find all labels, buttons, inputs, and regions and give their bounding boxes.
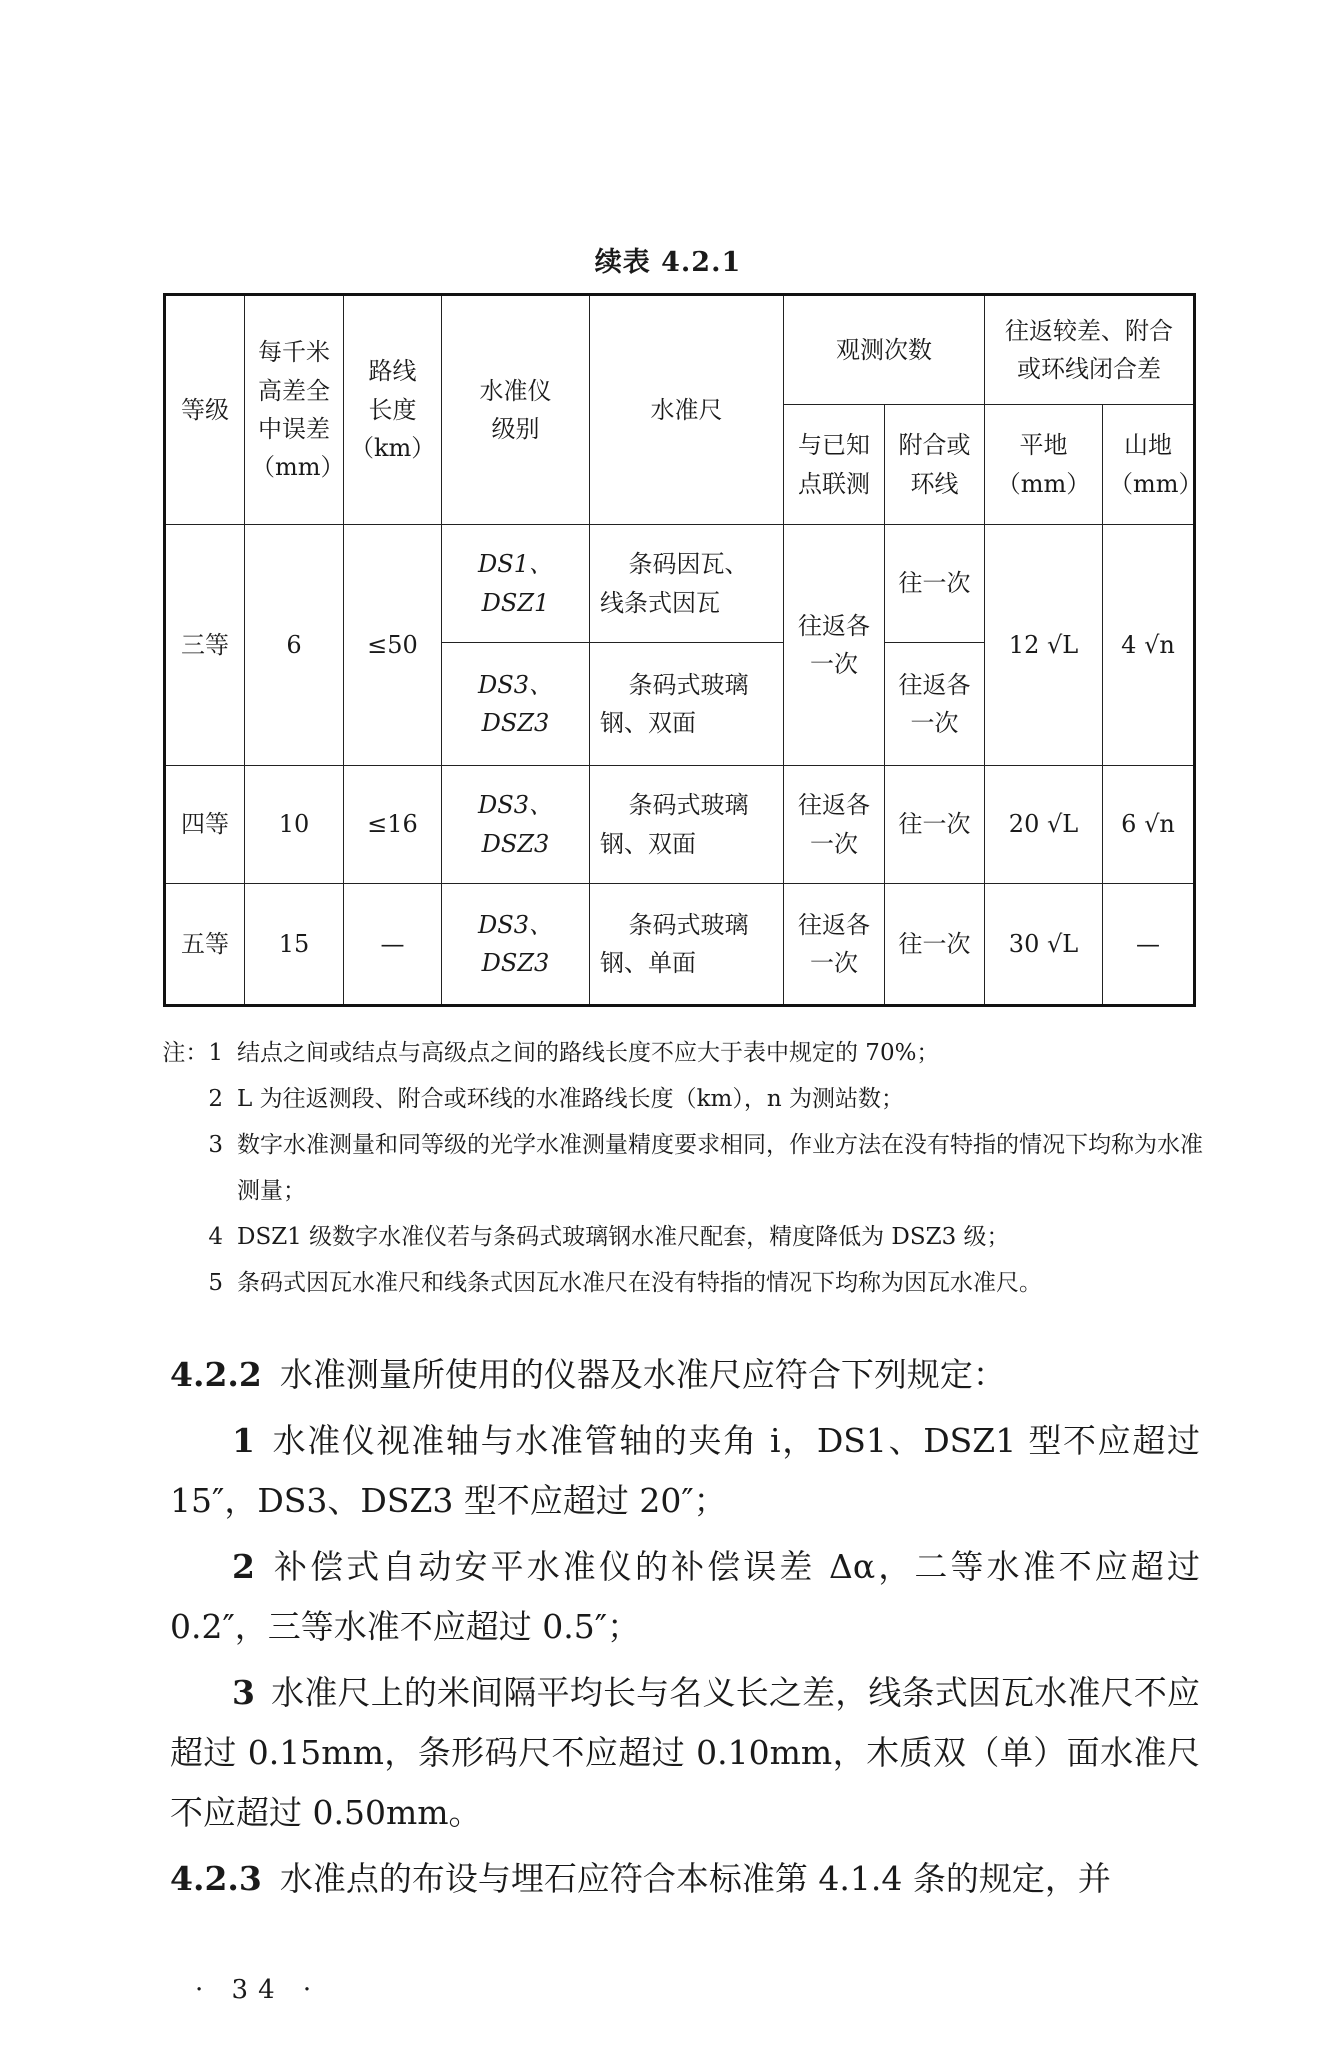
cell-rod: 条码式玻璃 钢、单面 <box>590 884 784 1006</box>
table-row <box>165 525 1195 643</box>
cell-known: 往返各 一次 <box>784 525 885 766</box>
note-number: 2 <box>208 1086 223 1112</box>
header-instrument: 水准仪 级别 <box>442 295 590 525</box>
clause-item <box>170 1411 1200 1531</box>
header-route-length: 路线 长度 （km） <box>344 295 442 525</box>
item-number: 1 <box>232 1421 255 1460</box>
cell-instrument: DS3、DSZ3 <box>442 766 590 884</box>
table-row <box>165 766 1195 884</box>
clause-number: 4.2.3 <box>170 1859 262 1898</box>
cell-known: 往返各 一次 <box>784 766 885 884</box>
cell-flat: 30 √L <box>985 884 1103 1006</box>
header-grade: 等级 <box>165 295 245 525</box>
note-item <box>208 1260 1203 1306</box>
clause-text: 水准测量所使用的仪器及水准尺应符合下列规定： <box>279 1355 1006 1394</box>
note-item <box>208 1122 1203 1214</box>
header-obs-known: 与已知 点联测 <box>784 405 885 525</box>
note-text: 条码式因瓦水准尺和线条式因瓦水准尺在没有特指的情况下均称为因瓦水准尺。 <box>237 1270 1042 1296</box>
cell-error: 6 <box>245 525 344 766</box>
header-obs-loop: 附合或 环线 <box>885 405 985 525</box>
note-item <box>208 1214 1203 1260</box>
item-text: 水准仪视准轴与水准管轴的夹角 i，DS1、DSZ1 型不应超过 15″，DS3、DSZ3 型不应超过 20″； <box>170 1421 1200 1520</box>
note-number: 3 <box>208 1132 223 1158</box>
cell-grade: 五等 <box>165 884 245 1006</box>
leveling-spec-table <box>163 293 1203 1007</box>
cell-rod: 条码式玻璃 钢、双面 <box>590 766 784 884</box>
cell-instrument: DS3、DSZ3 <box>442 884 590 1006</box>
note-text: 结点之间或结点与高级点之间的路线长度不应大于表中规定的 70%； <box>237 1040 940 1066</box>
note-number: 4 <box>208 1224 223 1250</box>
cell-loop: 往一次 <box>885 525 985 643</box>
cell-rod: 条码因瓦、 线条式因瓦 <box>590 525 784 643</box>
header-rod: 水准尺 <box>590 295 784 525</box>
cell-loop: 往一次 <box>885 766 985 884</box>
header-obs-count: 观测次数 <box>784 295 985 405</box>
clause-422 <box>170 1345 1200 1405</box>
item-text: 水准尺上的米间隔平均长与名义长之差，线条式因瓦水准尺不应超过 0.15mm，条形码尺不应超过 0.10mm，木质双（单）面水准尺不应超过 0.50mm。 <box>170 1673 1200 1832</box>
cell-length: ≤16 <box>344 766 442 884</box>
cell-rod: 条码式玻璃 钢、双面 <box>590 643 784 766</box>
item-text: 补偿式自动安平水准仪的补偿误差 Δα，二等水准不应超过 0.2″，三等水准不应超过 0.5″； <box>170 1547 1200 1646</box>
clause-item <box>170 1663 1200 1843</box>
cell-length: — <box>344 884 442 1006</box>
note-item <box>162 1030 1203 1076</box>
cell-mountain: — <box>1103 884 1195 1006</box>
header-mountain: 山地 （mm） <box>1103 405 1195 525</box>
cell-error: 15 <box>245 884 344 1006</box>
cell-grade: 三等 <box>165 525 245 766</box>
cell-error: 10 <box>245 766 344 884</box>
clause-text: 水准点的布设与埋石应符合本标准第 4.1.4 条的规定，并 <box>279 1859 1111 1898</box>
cell-mountain: 6 √n <box>1103 766 1195 884</box>
cell-flat: 20 √L <box>985 766 1103 884</box>
cell-known: 往返各 一次 <box>784 884 885 1006</box>
table-row <box>165 884 1195 1006</box>
cell-length: ≤50 <box>344 525 442 766</box>
body-text <box>170 1345 1200 1915</box>
cell-instrument: DS1、DSZ1 <box>442 525 590 643</box>
header-error-per-km: 每千米 高差全 中误差 （mm） <box>245 295 344 525</box>
clause-item <box>170 1537 1200 1657</box>
clause-423 <box>170 1849 1200 1909</box>
page-number: · 34 · <box>195 1975 322 2005</box>
cell-grade: 四等 <box>165 766 245 884</box>
item-number: 2 <box>232 1547 255 1586</box>
note-item <box>208 1076 1203 1122</box>
note-number: 注：1 <box>162 1040 223 1066</box>
cell-loop: 往返各 一次 <box>885 643 985 766</box>
note-text: L 为往返测段、附合或环线的水准路线长度（km），n 为测站数； <box>237 1086 904 1112</box>
note-text: 数字水准测量和同等级的光学水准测量精度要求相同，作业方法在没有特指的情况下均称为水准测量； <box>237 1132 1203 1204</box>
header-flat: 平地 （mm） <box>985 405 1103 525</box>
table-notes <box>162 1030 1203 1306</box>
table-caption: 续表 4.2.1 <box>594 247 742 278</box>
note-number: 5 <box>208 1270 223 1296</box>
cell-instrument: DS3、DSZ3 <box>442 643 590 766</box>
cell-loop: 往一次 <box>885 884 985 1006</box>
item-number: 3 <box>232 1673 255 1712</box>
cell-mountain: 4 √n <box>1103 525 1195 766</box>
clause-number: 4.2.2 <box>170 1355 262 1394</box>
note-text: DSZ1 级数字水准仪若与条码式玻璃钢水准尺配套，精度降低为 DSZ3 级； <box>237 1224 1010 1250</box>
header-closure: 往返较差、附合 或环线闭合差 <box>985 295 1195 405</box>
cell-flat: 12 √L <box>985 525 1103 766</box>
